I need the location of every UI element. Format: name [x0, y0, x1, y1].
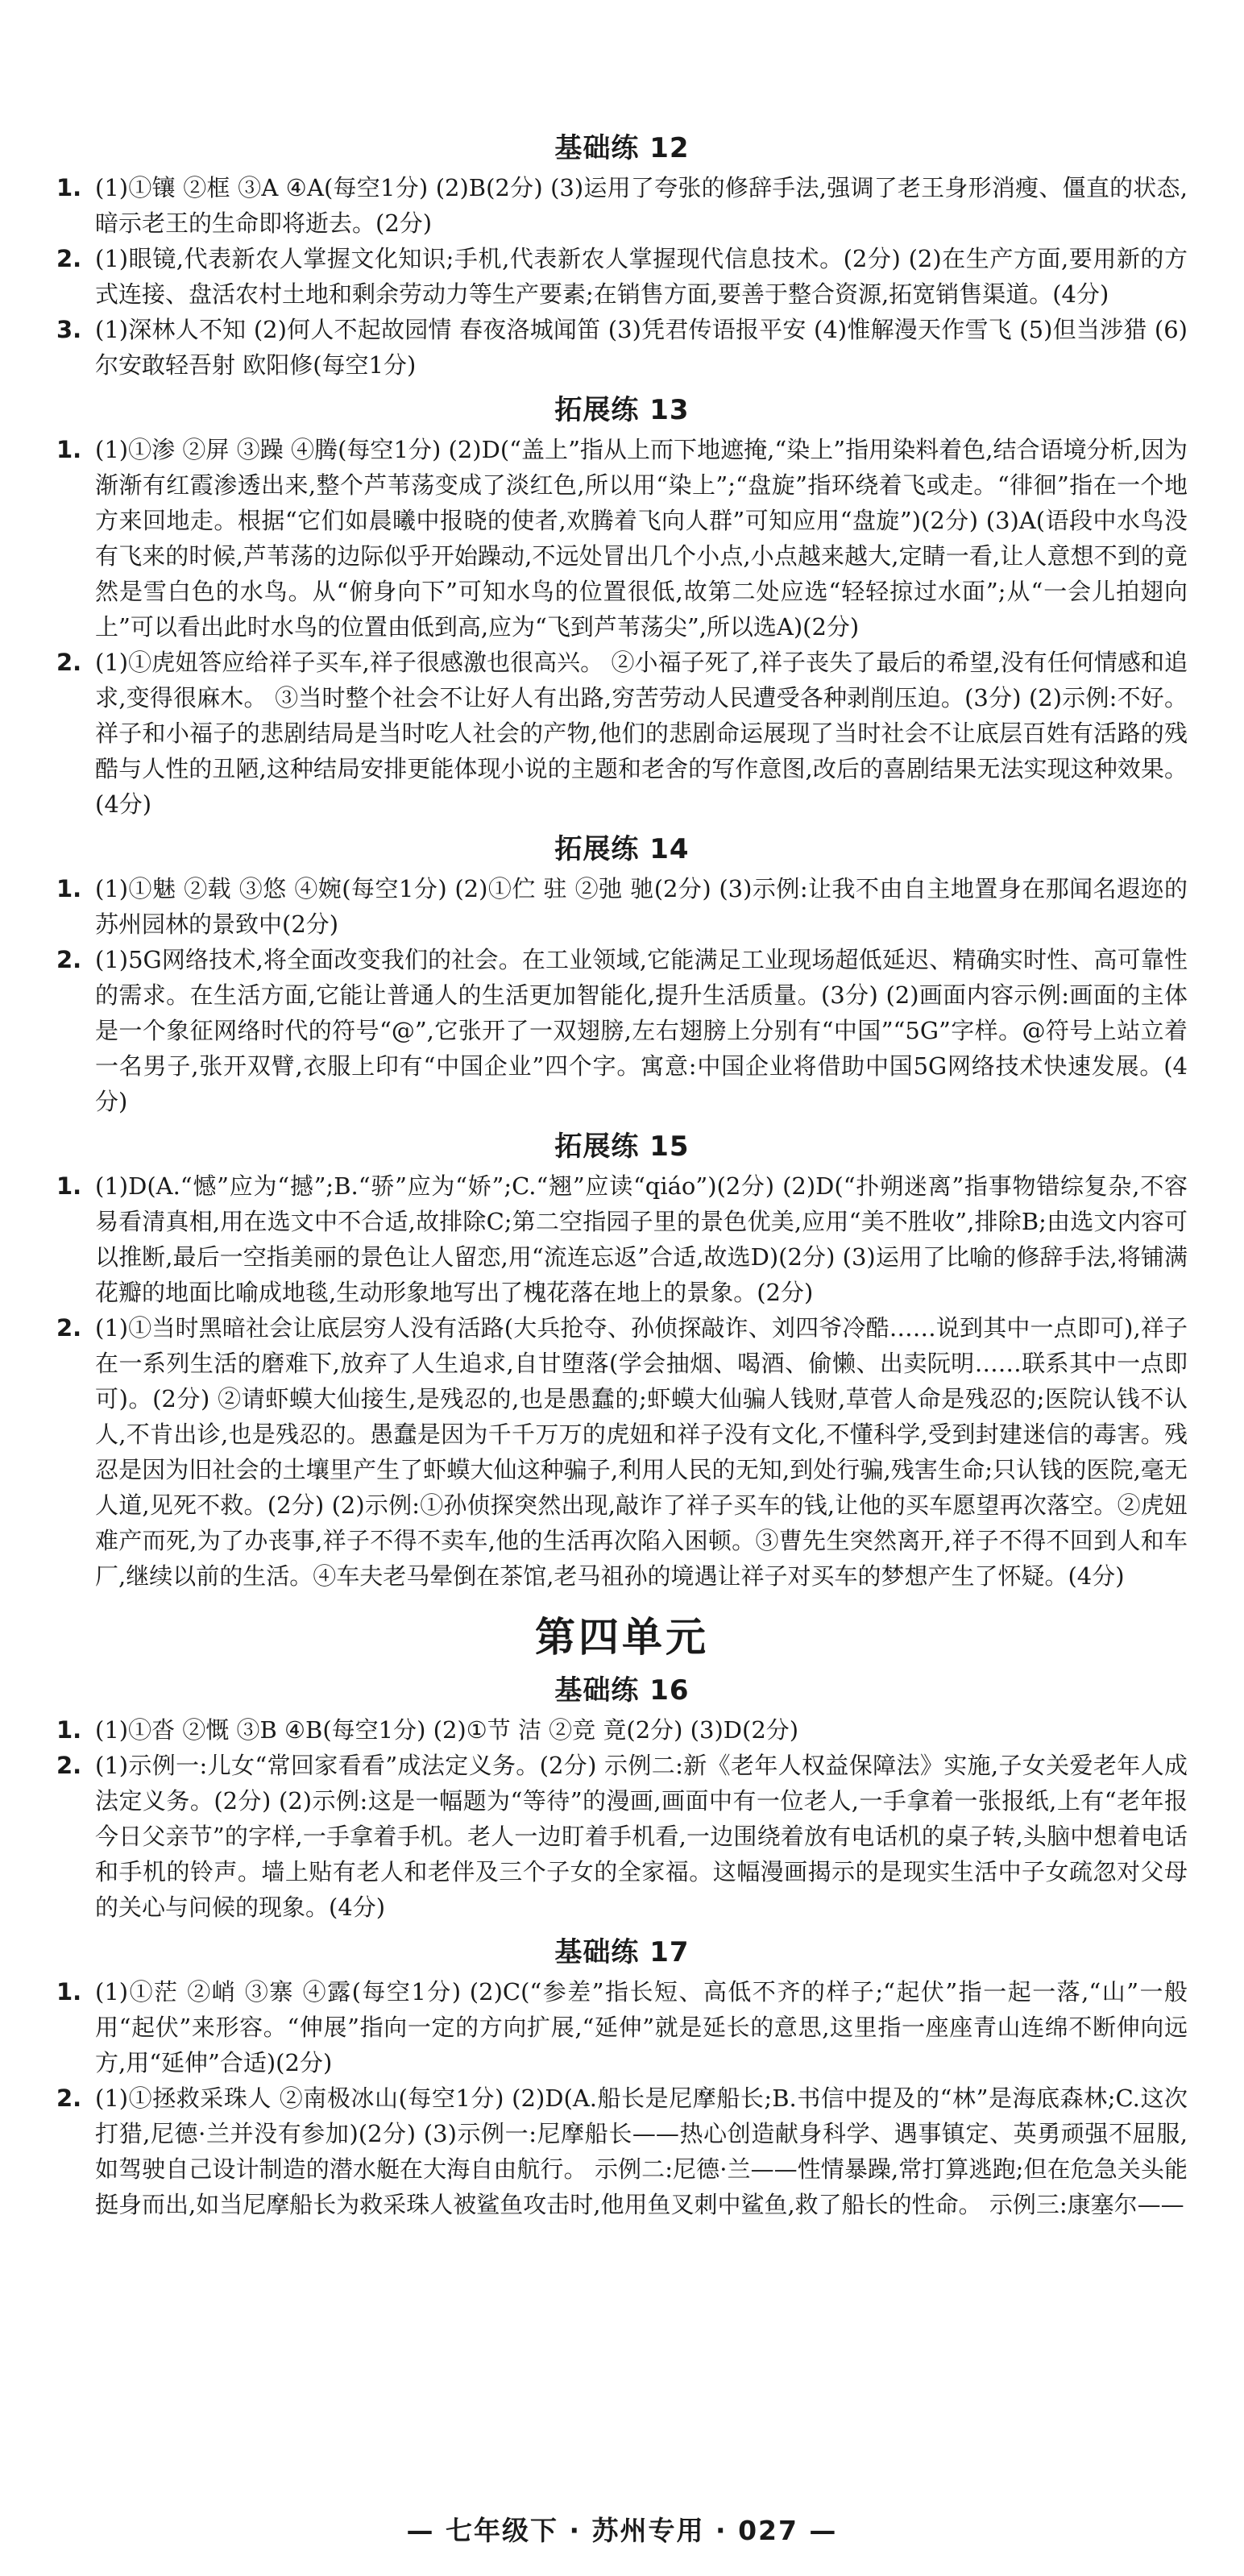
answer-item [56, 312, 1188, 383]
answers-part-1 [56, 126, 1188, 1594]
section-title: 拓展练 14 [554, 833, 690, 865]
answer-text: (1)深林人不知 (2)何人不起故园情 春夜洛城闻笛 (3)凭君传语报平安 (4)惟解漫天作雪飞 (5)但当涉猎 (6)尔安敢轻吾射 欧阳修(每空1分) [95, 316, 1188, 379]
page-footer: — 七年级下 · 苏州专用 · 027 — [406, 2515, 838, 2546]
answer-item [56, 432, 1188, 645]
section-title: 拓展练 13 [554, 394, 690, 426]
answer-item [56, 942, 1188, 1119]
answer-number: 1. [56, 436, 82, 463]
section-title: 拓展练 15 [554, 1130, 690, 1163]
answer-text: (1)D(A.“憾”应为“撼”;B.“骄”应为“娇”;C.“翘”应读“qiáo”)(2分) (2)D(“扑朔迷离”指事物错综复杂,不容易看清真相,用在选文中不合适,故排除C;第二空指园子里的景色优美,应用“美不胜收”,排除B;由选文内容可以推断,最后一空指美丽的景色让人留恋,用“流连忘返”合适,故选D)(2分) (3)运用了比喻的修辞手法,将铺满花瓣的地面比喻成地毯,生动形象地写出了槐花落在地上的景象。(2分) [95, 1172, 1188, 1306]
answer-number: 1. [56, 1172, 82, 1200]
answer-item [56, 2080, 1188, 2222]
answer-text: (1)①沓 ②慨 ③B ④B(每空1分) (2)①节 洁 ②竞 竟(2分) (3)D(2分) [95, 1716, 799, 1744]
answer-item [56, 645, 1188, 822]
answer-text: (1)①渗 ②屏 ③躁 ④腾(每空1分) (2)D(“盖上”指从上而下地遮掩,“染上”指用染料着色,结合语境分析,因为渐渐有红霞渗透出来,整个芦苇荡变成了淡红色,所以用“染上”;“盘旋”指环绕着飞或走。“徘徊”指在一个地方来回地走。根据“它们如晨曦中报晓的使者,欢腾着飞向人群”可知应用“盘旋”)(2分) (3)A(语段中水鸟没有飞来的时候,芦苇荡的边际似乎开始躁动,不远处冒出几个小点,小点越来越大,定睛一看,让人意想不到的竟然是雪白色的水鸟。从“俯身向下”可知水鸟的位置很低,故第二处应选“轻轻掠过水面”;从“一会儿拍翅向上”可以看出此时水鸟的位置由低到高,应为“飞到芦苇荡尖”,所以选A)(2分) [95, 436, 1188, 641]
answer-number: 1. [56, 1716, 82, 1744]
section-title: 基础练 12 [554, 132, 690, 164]
answer-number: 3. [56, 316, 82, 343]
answer-number: 2. [56, 1314, 82, 1342]
section-title: 基础练 16 [554, 1674, 690, 1707]
answer-number: 2. [56, 649, 82, 676]
answer-item [56, 1168, 1188, 1310]
answer-text: (1)①镶 ②框 ③A ④A(每空1分) (2)B(2分) (3)运用了夸张的修辞手法,强调了老王身形消瘦、僵直的状态,暗示老王的生命即将逝去。(2分) [95, 174, 1188, 237]
answer-text: (1)5G网络技术,将全面改变我们的社会。在工业领域,它能满足工业现场超低延迟、精确实时性、高可靠性的需求。在生活方面,它能让普通人的生活更加智能化,提升生活质量。(3分) (2)画面内容示例:画面的主体是一个象征网络时代的符号“@”,它张开了一双翅膀,左右翅膀上分别有“中国”“5G”字样。@符号上站立着一名男子,张开双臂,衣服上印有“中国企业”四个字。寓意:中国企业将借助中国5G网络技术快速发展。(4分) [95, 946, 1188, 1115]
answer-item [56, 1974, 1188, 2080]
answer-number: 1. [56, 1978, 82, 2006]
unit-title: 第四单元 [535, 1613, 709, 1661]
answer-text: (1)①拯救采珠人 ②南极冰山(每空1分) (2)D(A.船长是尼摩船长;B.书信中提及的“林”是海底森林;C.这次打猎,尼德·兰并没有参加)(2分) (3)示例一:尼摩船长——热心创造献身科学、遇事镇定、英勇顽强不屈服,如驾驶自己设计制造的潜水艇在大海自由航行。 示例二:尼德·兰——性情暴躁,常打算逃跑;但在危急关头能挺身而出,如当尼摩船长为救采珠人被鲨鱼攻击时,他用鱼叉刺中鲨鱼,救了船长的性命。 示例三:康塞尔—— [95, 2084, 1188, 2218]
answer-item [56, 1310, 1188, 1594]
section-title: 基础练 17 [554, 1936, 690, 1968]
answer-number: 2. [56, 1752, 82, 1779]
answer-text: (1)①魅 ②载 ③悠 ④婉(每空1分) (2)①伫 驻 ②弛 驰(2分) (3)示例:让我不由自主地置身在那闻名遐迩的苏州园林的景致中(2分) [95, 875, 1188, 938]
answer-item [56, 1748, 1188, 1925]
answer-item [56, 871, 1188, 942]
answer-text: (1)①当时黑暗社会让底层穷人没有活路(大兵抢夺、孙侦探敲诈、刘四爷冷酷……说到其中一点即可),祥子在一系列生活的磨难下,放弃了人生追求,自甘堕落(学会抽烟、喝酒、偷懒、出卖阮明……联系其中一点即可)。(2分) ②请虾蟆大仙接生,是残忍的,也是愚蠢的;虾蟆大仙骗人钱财,草菅人命是残忍的;医院认钱不认人,不肯出诊,也是残忍的。愚蠢是因为千千万万的虎妞和祥子没有文化,不懂科学,受到封建迷信的毒害。残忍是因为旧社会的土壤里产生了虾蟆大仙这种骗子,利用人民的无知,到处行骗,残害生命;只认钱的医院,毫无人道,见死不救。(2分) (2)示例:①孙侦探突然出现,敲诈了祥子买车的钱,让他的买车愿望再次落空。②虎妞难产而死,为了办丧事,祥子不得不卖车,他的生活再次陷入困顿。③曹先生突然离开,祥子不得不回到人和车厂,继续以前的生活。④车夫老马晕倒在茶馆,老马祖孙的境遇让祥子对买车的梦想产生了怀疑。(4分) [95, 1314, 1188, 1590]
answers-part-2 [56, 1668, 1188, 2222]
answer-item [56, 170, 1188, 241]
answer-text: (1)眼镜,代表新农人掌握文化知识;手机,代表新农人掌握现代信息技术。(2分) (2)在生产方面,要用新的方式连接、盘活农村土地和剩余劳动力等生产要素;在销售方面,要善于整合资源,拓宽销售渠道。(4分) [95, 245, 1188, 308]
answer-text: (1)示例一:儿女“常回家看看”成法定义务。(2分) 示例二:新《老年人权益保障法》实施,子女关爱老年人成法定义务。(2分) (2)示例:这是一幅题为“等待”的漫画,画面中有一位老人,一手拿着一张报纸,上有“老年报 今日父亲节”的字样,一手拿着手机。老人一边盯着手机看,一边围绕着放有电话机的桌子转,头脑中想着电话和手机的铃声。墙上贴有老人和老伴及三个子女的全家福。这幅漫画揭示的是现实生活中子女疏忽对父母的关心与问候的现象。(4分) [95, 1752, 1188, 1921]
answer-text: (1)①虎妞答应给祥子买车,祥子很感激也很高兴。 ②小福子死了,祥子丧失了最后的希望,没有任何情感和追求,变得很麻木。 ③当时整个社会不让好人有出路,穷苦劳动人民遭受各种剥削压迫。(3分) (2)示例:不好。祥子和小福子的悲剧结局是当时吃人社会的产物,他们的悲剧命运展现了当时社会不让底层百姓有活路的残酷与人性的丑陋,这种结局安排更能体现小说的主题和老舍的写作意图,改后的喜剧结果无法实现这种效果。(4分) [95, 649, 1188, 818]
answer-item [56, 241, 1188, 312]
answer-number: 1. [56, 875, 82, 902]
answer-number: 2. [56, 2084, 82, 2112]
answer-number: 2. [56, 245, 82, 272]
answer-number: 2. [56, 946, 82, 973]
answer-number: 1. [56, 174, 82, 201]
answer-text: (1)①茫 ②峭 ③寨 ④露(每空1分) (2)C(“参差”指长短、高低不齐的样子;“起伏”指一起一落,“山”一般用“起伏”来形容。“伸展”指向一定的方向扩展,“延伸”就是延长的意思,这里指一座座青山连绵不断伸向远方,用“延伸”合适)(2分) [95, 1978, 1188, 2076]
answer-item [56, 1712, 1188, 1748]
